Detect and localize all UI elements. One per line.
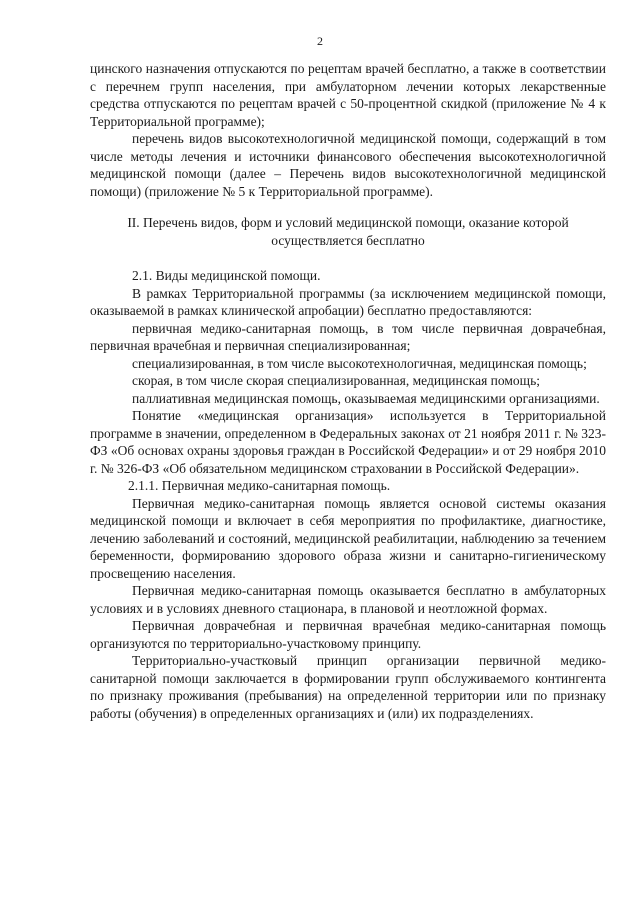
paragraph: Первичная медико-санитарная помощь является основой системы оказания медицинской помощи и включает в себя мероприятия по профилактике, диагностике, лечению заболеваний и состояний, медицинской реабилитации, наблюдению за течением беременности, формированию здорового образа жизни и санитарно-гигиеническому просвещению населения. <box>90 495 606 581</box>
subsection-heading: 2.1.1. Первичная медико-санитарная помощь. <box>128 478 391 493</box>
document-body <box>90 60 606 722</box>
subsection-heading: 2.1. Виды медицинской помощи. <box>132 268 321 283</box>
paragraph: Первичная доврачебная и первичная врачебная медико-санитарная помощь организуются по территориально-участковому принципу. <box>90 618 606 651</box>
paragraph: перечень видов высокотехнологичной медицинской помощи, содержащий в том числе методы лечения и источники финансового обеспечения высокотехнологичной медицинской помощи (далее – Перечень видов высокотехнологичной медицинской помощи) (приложение № 5 к Территориальной программе). <box>90 131 606 199</box>
list-item: скорая, в том числе скорая специализированная, медицинская помощь; <box>132 373 540 388</box>
paragraph: В рамках Территориальной программы (за исключением медицинской помощи, оказываемой в рамках клинической апробации) бесплатно предоставляются: <box>90 285 606 318</box>
paragraph: Территориально-участковый принцип организации первичной медико-санитарной помощи заключается в формировании групп обслуживаемого контингента по признаку проживания (пребывания) на определенной территории или по признаку работы (обучения) в определенных организациях и (или) их подразделениях. <box>90 653 606 721</box>
paragraph: Понятие «медицинская организация» используется в Территориальной программе в значении, определенном в Федеральных законах от 21 ноября 2011 г. № 323-ФЗ «Об основах охраны здоровья граждан в Российской Федерации» и от 29 ноября 2010 г. № 326-ФЗ «Об обязательном медицинском страховании в Российской Федерации». <box>90 408 606 476</box>
list-item: паллиативная медицинская помощь, оказываемая медицинскими организациями. <box>132 390 600 406</box>
section-heading: II. Перечень видов, форм и условий медицинской помощи, оказание которой осуществляется бесплатно <box>127 215 569 248</box>
paragraph: цинского назначения отпускаются по рецептам врачей бесплатно, а также в соответствии с перечнем групп населения, при амбулаторном лечении которых лекарственные средства отпускаются по рецептам врачей с 50-процентной скидкой (приложение № 4 к Территориальной программе); <box>90 61 606 129</box>
paragraph: Первичная медико-санитарная помощь оказывается бесплатно в амбулаторных условиях и в условиях дневного стационара, в плановой и неотложной формах. <box>90 583 606 616</box>
list-item: первичная медико-санитарная помощь, в том числе первичная доврачебная, первичная врачебная и первичная специализированная; <box>90 320 606 353</box>
page-number: 2 <box>317 34 323 48</box>
list-item: специализированная, в том числе высокотехнологичная, медицинская помощь; <box>132 355 587 371</box>
